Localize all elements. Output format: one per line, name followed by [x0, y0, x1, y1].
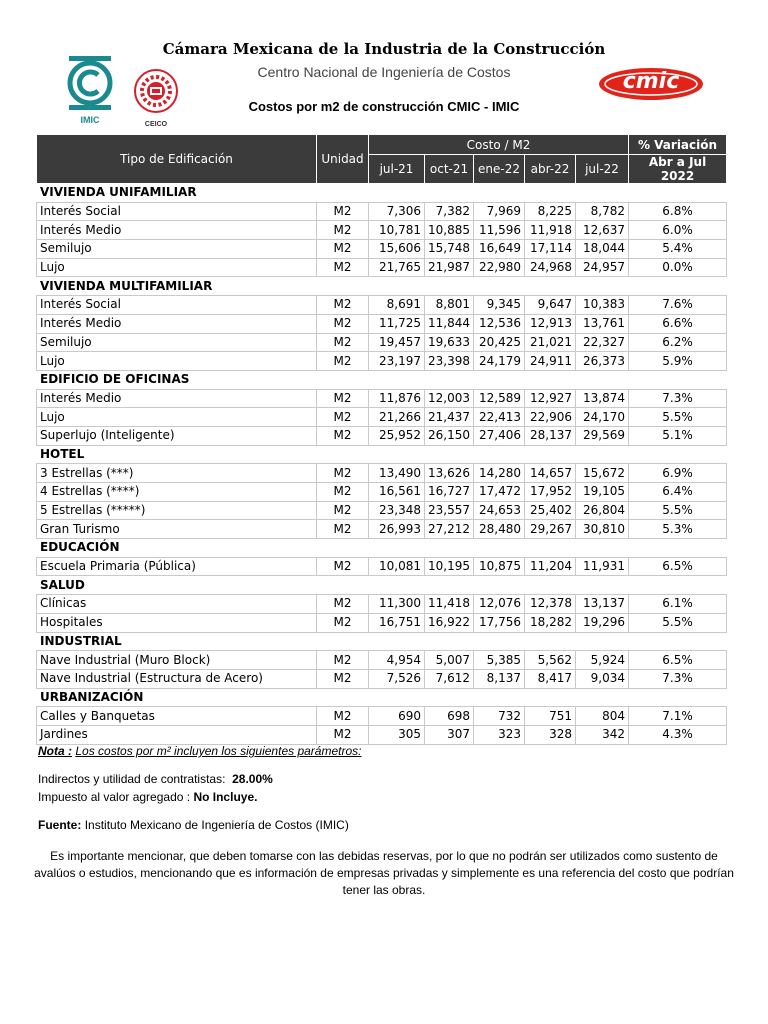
- vat-value: No Incluye.: [193, 790, 258, 804]
- variation-cell: 7.3%: [629, 669, 727, 688]
- variation-cell: 7.6%: [629, 296, 727, 315]
- building-type-cell: Lujo: [37, 408, 317, 427]
- cost-cell: 11,204: [525, 557, 576, 576]
- cost-cell: 10,383: [576, 296, 629, 315]
- unit-cell: M2: [317, 202, 369, 221]
- building-type-cell: 5 Estrellas (*****): [37, 501, 317, 520]
- table-row: [37, 725, 727, 744]
- category-row: [37, 445, 727, 464]
- category-row: [37, 632, 727, 651]
- org-subtitle: Centro Nacional de Ingeniería de Costos: [257, 64, 511, 80]
- unit-cell: M2: [317, 352, 369, 371]
- cost-cell: 23,398: [425, 352, 474, 371]
- cost-cell: 16,751: [369, 613, 425, 632]
- cost-cell: 5,924: [576, 651, 629, 670]
- variation-cell: 5.5%: [629, 501, 727, 520]
- cost-cell: 11,596: [474, 221, 525, 240]
- cost-cell: 28,480: [474, 520, 525, 539]
- building-type-cell: Interés Medio: [37, 314, 317, 333]
- cost-cell: 5,562: [525, 651, 576, 670]
- cost-cell: 8,782: [576, 202, 629, 221]
- cost-cell: 8,691: [369, 296, 425, 315]
- variation-cell: 5.9%: [629, 352, 727, 371]
- building-type-cell: Lujo: [37, 258, 317, 277]
- building-type-cell: Interés Social: [37, 202, 317, 221]
- cost-cell: 21,437: [425, 408, 474, 427]
- variation-cell: 5.3%: [629, 520, 727, 539]
- cost-cell: 15,748: [425, 240, 474, 259]
- table-row: [37, 333, 727, 352]
- cost-cell: 10,885: [425, 221, 474, 240]
- cost-table: [36, 134, 727, 745]
- category-name: SALUD: [37, 576, 727, 595]
- unit-cell: M2: [317, 296, 369, 315]
- cost-cell: 24,911: [525, 352, 576, 371]
- unit-cell: M2: [317, 426, 369, 445]
- cost-cell: 19,105: [576, 483, 629, 502]
- cost-cell: 26,373: [576, 352, 629, 371]
- unit-cell: M2: [317, 258, 369, 277]
- variation-cell: 5.5%: [629, 408, 727, 427]
- category-row: [37, 539, 727, 558]
- cost-cell: 804: [576, 707, 629, 726]
- table-row: [37, 483, 727, 502]
- unit-cell: M2: [317, 464, 369, 483]
- unit-cell: M2: [317, 501, 369, 520]
- cost-cell: 14,280: [474, 464, 525, 483]
- cost-cell: 12,076: [474, 595, 525, 614]
- indirect-costs-label: Indirectos y utilidad de contratistas:: [38, 772, 226, 786]
- cost-cell: 22,906: [525, 408, 576, 427]
- cost-cell: 7,526: [369, 669, 425, 688]
- header-building-type: Tipo de Edificación: [37, 135, 317, 184]
- category-name: HOTEL: [37, 445, 727, 464]
- ceico-logo-caption: CEICO: [144, 121, 168, 128]
- building-type-cell: Semilujo: [37, 333, 317, 352]
- cost-cell: 15,606: [369, 240, 425, 259]
- variation-cell: 6.0%: [629, 221, 727, 240]
- cost-cell: 7,969: [474, 202, 525, 221]
- table-row: [37, 314, 727, 333]
- cost-cell: 19,457: [369, 333, 425, 352]
- table-row: [37, 258, 727, 277]
- table-row: [37, 669, 727, 688]
- cost-cell: 21,765: [369, 258, 425, 277]
- category-row: [37, 277, 727, 296]
- building-type-cell: Hospitales: [37, 613, 317, 632]
- cost-cell: 13,761: [576, 314, 629, 333]
- indirect-costs-value: 28.00%: [232, 772, 273, 786]
- cost-cell: 11,844: [425, 314, 474, 333]
- cost-cell: 9,345: [474, 296, 525, 315]
- cost-cell: 24,653: [474, 501, 525, 520]
- cmic-logo: [597, 66, 705, 102]
- cost-cell: 13,137: [576, 595, 629, 614]
- notes-section: [38, 744, 738, 832]
- cost-cell: 12,637: [576, 221, 629, 240]
- cost-cell: 17,756: [474, 613, 525, 632]
- cost-cell: 14,657: [525, 464, 576, 483]
- cost-cell: 28,137: [525, 426, 576, 445]
- building-type-cell: Calles y Banquetas: [37, 707, 317, 726]
- building-type-cell: Interés Medio: [37, 221, 317, 240]
- disclaimer: Es importante mencionar, que deben tomarse con las debidas reservas, por lo que no podrán ser utilizados como sustento de avalúos o estudios, mencionando que es información de empresas privadas y simplemente es una referencia del costo que podrían tener las obras.: [34, 849, 734, 897]
- cost-cell: 9,647: [525, 296, 576, 315]
- document-header: [0, 0, 768, 130]
- unit-cell: M2: [317, 240, 369, 259]
- document-title: Costos por m2 de construcción CMIC - IMIC: [248, 99, 520, 114]
- cost-cell: 8,417: [525, 669, 576, 688]
- cost-cell: 12,003: [425, 389, 474, 408]
- cost-cell: 29,569: [576, 426, 629, 445]
- cost-cell: 25,952: [369, 426, 425, 445]
- category-row: [37, 370, 727, 389]
- source-note: [38, 818, 738, 832]
- cost-cell: 22,413: [474, 408, 525, 427]
- cost-cell: 8,225: [525, 202, 576, 221]
- cmic-logo-text: cmic: [622, 69, 680, 94]
- category-name: VIVIENDA UNIFAMILIAR: [37, 184, 727, 203]
- unit-cell: M2: [317, 613, 369, 632]
- table-row: [37, 202, 727, 221]
- variation-cell: 5.5%: [629, 613, 727, 632]
- cost-cell: 17,114: [525, 240, 576, 259]
- building-type-cell: 3 Estrellas (***): [37, 464, 317, 483]
- cost-cell: 23,557: [425, 501, 474, 520]
- cost-cell: 10,875: [474, 557, 525, 576]
- vat-note: [38, 790, 738, 804]
- category-name: VIVIENDA MULTIFAMILIAR: [37, 277, 727, 296]
- ceico-logo: [131, 68, 181, 126]
- cost-cell: 17,472: [474, 483, 525, 502]
- table-row: [37, 464, 727, 483]
- cost-cell: 11,418: [425, 595, 474, 614]
- cost-cell: 7,612: [425, 669, 474, 688]
- cost-cell: 305: [369, 725, 425, 744]
- building-type-cell: Nave Industrial (Estructura de Acero): [37, 669, 317, 688]
- category-row: [37, 688, 727, 707]
- cost-cell: 9,034: [576, 669, 629, 688]
- cost-cell: 21,021: [525, 333, 576, 352]
- header-variation: % Variación: [629, 135, 727, 155]
- cost-cell: 16,922: [425, 613, 474, 632]
- imic-logo: [62, 56, 118, 124]
- variation-cell: 6.5%: [629, 557, 727, 576]
- cost-cell: 328: [525, 725, 576, 744]
- variation-cell: 0.0%: [629, 258, 727, 277]
- header-period: oct-21: [425, 155, 474, 184]
- unit-cell: M2: [317, 595, 369, 614]
- table-row: [37, 426, 727, 445]
- table-row: [37, 707, 727, 726]
- variation-cell: 7.1%: [629, 707, 727, 726]
- cost-cell: 26,804: [576, 501, 629, 520]
- cost-cell: 7,306: [369, 202, 425, 221]
- cost-cell: 25,402: [525, 501, 576, 520]
- unit-cell: M2: [317, 408, 369, 427]
- building-type-cell: Clínicas: [37, 595, 317, 614]
- table-row: [37, 240, 727, 259]
- cost-cell: 13,490: [369, 464, 425, 483]
- cost-cell: 10,081: [369, 557, 425, 576]
- cost-cell: 24,170: [576, 408, 629, 427]
- cost-cell: 16,727: [425, 483, 474, 502]
- cost-cell: 24,968: [525, 258, 576, 277]
- cost-cell: 13,626: [425, 464, 474, 483]
- header-variation-range: Abr a Jul 2022: [629, 155, 727, 184]
- cost-cell: 23,348: [369, 501, 425, 520]
- table-row: [37, 595, 727, 614]
- table-row: [37, 408, 727, 427]
- cost-cell: 16,561: [369, 483, 425, 502]
- cost-cell: 11,300: [369, 595, 425, 614]
- unit-cell: M2: [317, 707, 369, 726]
- imic-logo-caption: IMIC: [80, 115, 100, 125]
- cost-cell: 26,150: [425, 426, 474, 445]
- variation-cell: 5.1%: [629, 426, 727, 445]
- cost-cell: 23,197: [369, 352, 425, 371]
- unit-cell: M2: [317, 333, 369, 352]
- building-type-cell: Interés Social: [37, 296, 317, 315]
- category-row: [37, 184, 727, 203]
- cost-cell: 5,385: [474, 651, 525, 670]
- unit-cell: M2: [317, 221, 369, 240]
- building-type-cell: Lujo: [37, 352, 317, 371]
- header-cost-per-m2: Costo / M2: [369, 135, 629, 155]
- imic-logo-mark: [62, 56, 118, 110]
- unit-cell: M2: [317, 651, 369, 670]
- cost-cell: 732: [474, 707, 525, 726]
- cost-cell: 24,957: [576, 258, 629, 277]
- category-name: URBANIZACIÓN: [37, 688, 727, 707]
- cost-cell: 7,382: [425, 202, 474, 221]
- cost-cell: 19,633: [425, 333, 474, 352]
- cost-cell: 21,266: [369, 408, 425, 427]
- unit-cell: M2: [317, 725, 369, 744]
- cost-cell: 11,876: [369, 389, 425, 408]
- cost-cell: 24,179: [474, 352, 525, 371]
- variation-cell: 4.3%: [629, 725, 727, 744]
- variation-cell: 6.5%: [629, 651, 727, 670]
- cost-cell: 690: [369, 707, 425, 726]
- cost-cell: 323: [474, 725, 525, 744]
- cost-cell: 12,927: [525, 389, 576, 408]
- cost-cell: 21,987: [425, 258, 474, 277]
- cost-cell: 22,980: [474, 258, 525, 277]
- cost-cell: 16,649: [474, 240, 525, 259]
- cost-cell: 10,781: [369, 221, 425, 240]
- header-period: jul-21: [369, 155, 425, 184]
- cost-cell: 18,282: [525, 613, 576, 632]
- category-name: EDIFICIO DE OFICINAS: [37, 370, 727, 389]
- building-type-cell: Superlujo (Inteligente): [37, 426, 317, 445]
- cost-cell: 342: [576, 725, 629, 744]
- table-row: [37, 520, 727, 539]
- table-row: [37, 501, 727, 520]
- variation-cell: 6.6%: [629, 314, 727, 333]
- unit-cell: M2: [317, 314, 369, 333]
- nota-text: Los costos por m² incluyen los siguientes parámetros:: [75, 744, 362, 758]
- cost-cell: 8,801: [425, 296, 474, 315]
- variation-cell: 6.8%: [629, 202, 727, 221]
- cost-cell: 20,425: [474, 333, 525, 352]
- table-row: [37, 389, 727, 408]
- table-row: [37, 651, 727, 670]
- cost-cell: 12,589: [474, 389, 525, 408]
- indirect-costs-note: [38, 772, 738, 786]
- variation-cell: 6.9%: [629, 464, 727, 483]
- table-row: [37, 352, 727, 371]
- cost-cell: 11,931: [576, 557, 629, 576]
- vat-label: Impuesto al valor agregado :: [38, 790, 191, 804]
- building-type-cell: Jardines: [37, 725, 317, 744]
- ceico-logo-mark: [131, 68, 181, 114]
- category-name: EDUCACIÓN: [37, 539, 727, 558]
- cost-cell: 30,810: [576, 520, 629, 539]
- cost-cell: 17,952: [525, 483, 576, 502]
- cost-cell: 10,195: [425, 557, 474, 576]
- category-row: [37, 576, 727, 595]
- cost-cell: 13,874: [576, 389, 629, 408]
- header-period: abr-22: [525, 155, 576, 184]
- cost-table-body: [37, 184, 727, 745]
- nota-line: [38, 744, 738, 758]
- category-name: INDUSTRIAL: [37, 632, 727, 651]
- source-text: Instituto Mexicano de Ingeniería de Costos (IMIC): [84, 818, 349, 832]
- cost-cell: 698: [425, 707, 474, 726]
- cost-cell: 19,296: [576, 613, 629, 632]
- source-label: Fuente:: [38, 818, 82, 832]
- nota-label: Nota :: [38, 744, 72, 758]
- table-row: [37, 296, 727, 315]
- building-type-cell: Nave Industrial (Muro Block): [37, 651, 317, 670]
- table-row: [37, 221, 727, 240]
- unit-cell: M2: [317, 389, 369, 408]
- header-unit: Unidad: [317, 135, 369, 184]
- cost-cell: 12,913: [525, 314, 576, 333]
- unit-cell: M2: [317, 557, 369, 576]
- cost-cell: 12,378: [525, 595, 576, 614]
- cost-cell: 27,406: [474, 426, 525, 445]
- building-type-cell: Semilujo: [37, 240, 317, 259]
- variation-cell: 6.4%: [629, 483, 727, 502]
- cost-cell: 11,918: [525, 221, 576, 240]
- unit-cell: M2: [317, 483, 369, 502]
- cost-cell: 8,137: [474, 669, 525, 688]
- unit-cell: M2: [317, 669, 369, 688]
- table-row: [37, 557, 727, 576]
- cost-cell: 751: [525, 707, 576, 726]
- cost-cell: 26,993: [369, 520, 425, 539]
- cost-cell: 15,672: [576, 464, 629, 483]
- variation-cell: 7.3%: [629, 389, 727, 408]
- cost-cell: 4,954: [369, 651, 425, 670]
- cost-cell: 12,536: [474, 314, 525, 333]
- table-row: [37, 613, 727, 632]
- building-type-cell: 4 Estrellas (****): [37, 483, 317, 502]
- unit-cell: M2: [317, 520, 369, 539]
- building-type-cell: Escuela Primaria (Pública): [37, 557, 317, 576]
- variation-cell: 6.1%: [629, 595, 727, 614]
- cost-cell: 22,327: [576, 333, 629, 352]
- cost-cell: 307: [425, 725, 474, 744]
- variation-cell: 6.2%: [629, 333, 727, 352]
- building-type-cell: Interés Medio: [37, 389, 317, 408]
- variation-cell: 5.4%: [629, 240, 727, 259]
- cost-cell: 27,212: [425, 520, 474, 539]
- building-type-cell: Gran Turismo: [37, 520, 317, 539]
- cost-cell: 5,007: [425, 651, 474, 670]
- cost-cell: 29,267: [525, 520, 576, 539]
- org-title: Cámara Mexicana de la Industria de la Construcción: [162, 40, 606, 58]
- cost-cell: 11,725: [369, 314, 425, 333]
- header-period: jul-22: [576, 155, 629, 184]
- cost-cell: 18,044: [576, 240, 629, 259]
- header-period: ene-22: [474, 155, 525, 184]
